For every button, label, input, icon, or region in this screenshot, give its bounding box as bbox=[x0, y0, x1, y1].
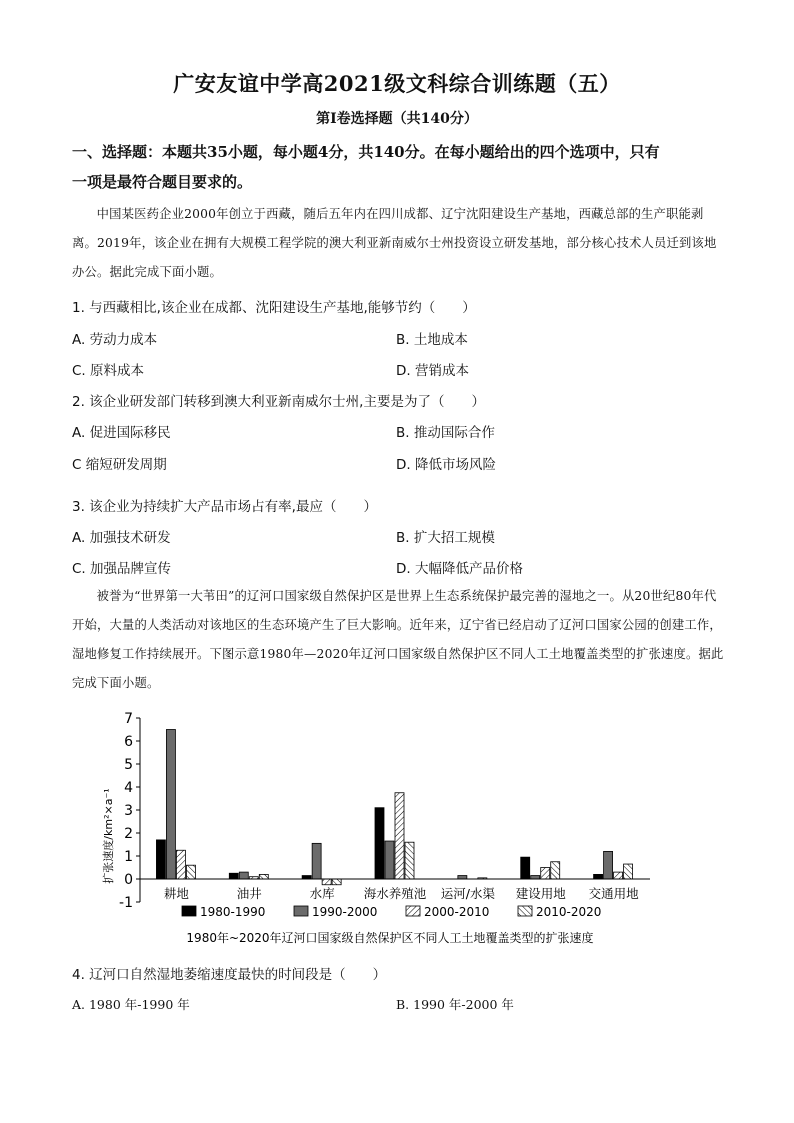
chart-y-axis-label: 扩张速度/km²×a⁻¹ bbox=[102, 788, 115, 884]
chart-legend-label: 1980-1990 bbox=[200, 905, 266, 919]
question-4-option-a: A. 1980 年-1990 年 bbox=[72, 997, 190, 1012]
chart-bar-1990-2000 bbox=[458, 876, 467, 879]
question-2-option-c: C 缩短研发周期 bbox=[72, 457, 167, 473]
chart-bar-2010-2020 bbox=[186, 865, 195, 879]
chart-x-tick-label: 耕地 bbox=[163, 886, 189, 901]
question-1-option-b: B. 土地成本 bbox=[396, 332, 468, 348]
question-4-stem: 4. 辽河口自然湿地萎缩速度最快的时间段是（ ） bbox=[72, 967, 387, 983]
question-3-option-c: C. 加强品牌宣传 bbox=[72, 561, 172, 577]
question-2-stem: 2. 该企业研发部门转移到澳大利亚新南威尔士州,主要是为了（ ） bbox=[72, 394, 485, 410]
chart-bar-2010-2020 bbox=[332, 879, 341, 885]
question-3-option-d: D. 大幅降低产品价格 bbox=[396, 561, 523, 577]
question-3-option-b: B. 扩大招工规模 bbox=[396, 530, 495, 546]
question-1-stem: 1. 与西藏相比,该企业在成都、沈阳建设生产基地,能够节约（ ） bbox=[72, 300, 476, 316]
chart-y-tick-label: 6 bbox=[124, 734, 133, 750]
section-instruction-line2: 一项是最符合题目要求的。 bbox=[72, 173, 253, 191]
chart-bar-2010-2020 bbox=[405, 842, 414, 879]
chart-bar-2000-2010 bbox=[176, 850, 185, 879]
question-4-option-b: B. 1990 年-2000 年 bbox=[396, 997, 514, 1012]
chart-bar-1980-1990 bbox=[156, 840, 165, 879]
chart-legend-swatch bbox=[518, 906, 532, 916]
chart-legend-label: 2000-2010 bbox=[424, 905, 490, 919]
question-3-option-a: A. 加强技术研发 bbox=[72, 530, 171, 546]
question-1-option-d: D. 营销成本 bbox=[396, 363, 469, 379]
chart-y-tick-label: 2 bbox=[124, 826, 133, 842]
chart-bar-1990-2000 bbox=[531, 876, 540, 879]
chart-x-tick-label: 水库 bbox=[309, 886, 335, 901]
chart-legend-swatch bbox=[406, 906, 420, 916]
chart-y-tick-label: 0 bbox=[124, 872, 133, 888]
chart-bar-2010-2020 bbox=[624, 864, 633, 879]
chart-bar-1980-1990 bbox=[302, 876, 311, 879]
chart-bar-2010-2020 bbox=[551, 862, 560, 879]
chart-bar-1990-2000 bbox=[385, 841, 394, 879]
chart-title: 1980年~2020年辽河口国家级自然保护区不同人工土地覆盖类型的扩张速度 bbox=[186, 931, 594, 945]
question-2-option-d: D. 降低市场风险 bbox=[396, 457, 496, 473]
passage-2: 被誉为“世界第一大苇田”的辽河口国家级自然保护区是世界上生态系统保护最完善的湿地之一。从20世纪80年代开始，大量的人类活动对该地区的生态环境产生了巨大影响。近年来，辽宁省已经启动了辽河口国家公园的创建工作，湿地修复工作持续展开。下图示意1980年—2020年辽河口国家级自然保护区不同人工土地覆盖类型的扩张速度。据此完成下面小题。 bbox=[72, 589, 724, 690]
chart-y-tick-label: 3 bbox=[124, 803, 133, 819]
chart-bar-2000-2010 bbox=[322, 879, 331, 885]
section-instruction-line1: 一、选择题：本题共35小题，每小题4分，共140分。在每小题给出的四个选项中，只有 bbox=[72, 143, 660, 161]
question-1-option-a: A. 劳动力成本 bbox=[72, 332, 158, 348]
chart-bar-1980-1990 bbox=[229, 873, 238, 879]
chart-y-tick-label: 1 bbox=[124, 849, 133, 865]
question-2-option-a: A. 促进国际移民 bbox=[72, 425, 171, 441]
chart-legend-label: 2010-2020 bbox=[536, 905, 602, 919]
chart-x-tick-label: 运河/水渠 bbox=[440, 886, 495, 901]
chart-x-tick-label: 海水养殖池 bbox=[363, 886, 427, 901]
chart-bar-1980-1990 bbox=[594, 874, 603, 879]
chart-y-tick-label: 7 bbox=[124, 711, 133, 727]
chart-bar-1980-1990 bbox=[521, 857, 530, 879]
chart-x-tick-label: 交通用地 bbox=[588, 886, 639, 901]
question-2-option-b: B. 推动国际合作 bbox=[396, 425, 495, 441]
passage-1: 中国某医药企业2000年创立于西藏，随后五年内在四川成都、辽宁沈阳建设生产基地，西藏总部的生产职能剥离。2019年，该企业在拥有大规模工程学院的澳大利亚新南威尔士州投资设立研发基地，部分核心技术人员迁到该地办公。据此完成下面小题。 bbox=[72, 207, 717, 279]
chart-bar-1990-2000 bbox=[604, 851, 613, 879]
chart-legend-swatch bbox=[294, 906, 308, 916]
chart-legend-label: 1990-2000 bbox=[312, 905, 378, 919]
section-subtitle: 第Ⅰ卷选择题（共140分） bbox=[316, 111, 478, 127]
chart-y-tick-label: -1 bbox=[119, 895, 133, 911]
chart-bar-2010-2020 bbox=[259, 874, 268, 879]
chart-x-tick-label: 油井 bbox=[236, 886, 262, 901]
question-1-option-c: C. 原料成本 bbox=[72, 363, 145, 379]
chart-y-tick-label: 4 bbox=[124, 780, 133, 796]
chart-bar-2000-2010 bbox=[614, 872, 623, 879]
chart-bar-2000-2010 bbox=[395, 793, 404, 879]
chart-bar-2000-2010 bbox=[541, 868, 550, 880]
chart-x-tick-label: 建设用地 bbox=[515, 886, 566, 901]
chart-bar-1990-2000 bbox=[312, 843, 321, 879]
chart-bar-1980-1990 bbox=[375, 808, 384, 879]
bar-chart bbox=[90, 706, 690, 952]
question-3-stem: 3. 该企业为持续扩大产品市场占有率,最应（ ） bbox=[72, 499, 377, 515]
page-title: 广安友谊中学高2021级文科综合训练题（五） bbox=[173, 71, 621, 96]
chart-y-tick-label: 5 bbox=[124, 757, 133, 773]
chart-legend-swatch bbox=[182, 906, 196, 916]
chart-bar-1990-2000 bbox=[166, 730, 175, 880]
chart-bar-1990-2000 bbox=[239, 872, 248, 879]
